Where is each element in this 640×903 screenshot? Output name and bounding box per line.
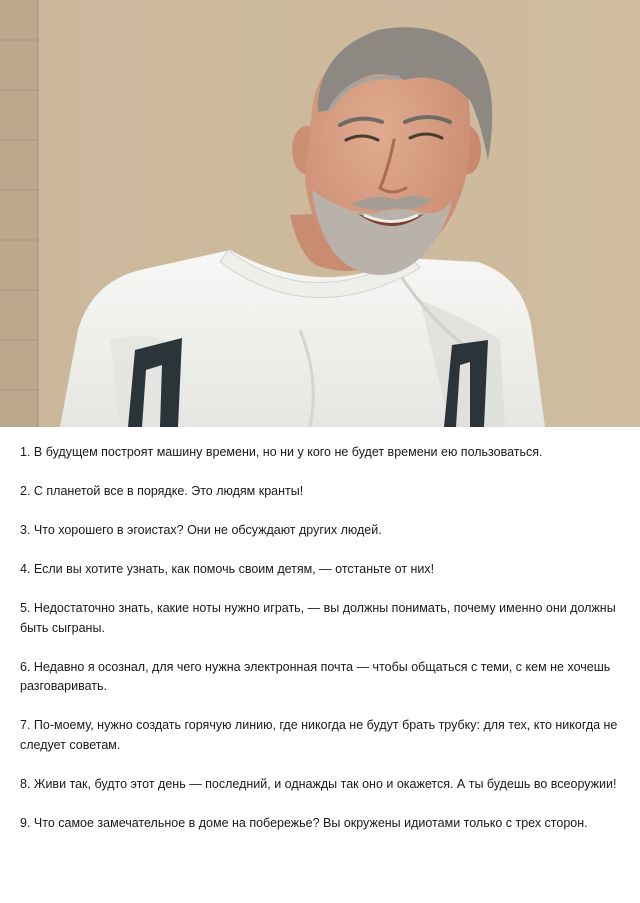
portrait-illustration [0, 0, 640, 427]
quote-item: 6. Недавно я осознал, для чего нужна электронная почта — чтобы общаться с теми, с кем не хочешь разговаривать. [20, 659, 611, 693]
quote-item: 3. Что хорошего в эгоистах? Они не обсуждают других людей. [20, 523, 382, 537]
quote-item: 5. Недостаточно знать, какие ноты нужно играть, — вы должны понимать, почему именно они должны быть сыграны. [20, 601, 616, 635]
quote-item: 2. С планетой все в порядке. Это людям кранты! [20, 484, 304, 498]
quote-item: 4. Если вы хотите узнать, как помочь своим детям, — отстаньте от них! [20, 562, 435, 576]
quote-item: 7. По-моему, нужно создать горячую линию, где никогда не будут брать трубку: для тех, кто никогда не следует советам. [20, 718, 618, 752]
quote-item: 1. В будущем построят машину времени, но ни у кого не будет времени ею пользоваться. [20, 445, 543, 459]
quote-item: 9. Что самое замечательное в доме на побережье? Вы окружены идиотами только с трех сторон. [20, 815, 588, 830]
portrait-photo [0, 0, 640, 427]
brick-column [0, 0, 38, 427]
quote-list [20, 443, 620, 853]
quote-item: 8. Живи так, будто этот день — последний, и однажды так оно и окажется. А ты будешь во всеоружии! [20, 776, 617, 791]
